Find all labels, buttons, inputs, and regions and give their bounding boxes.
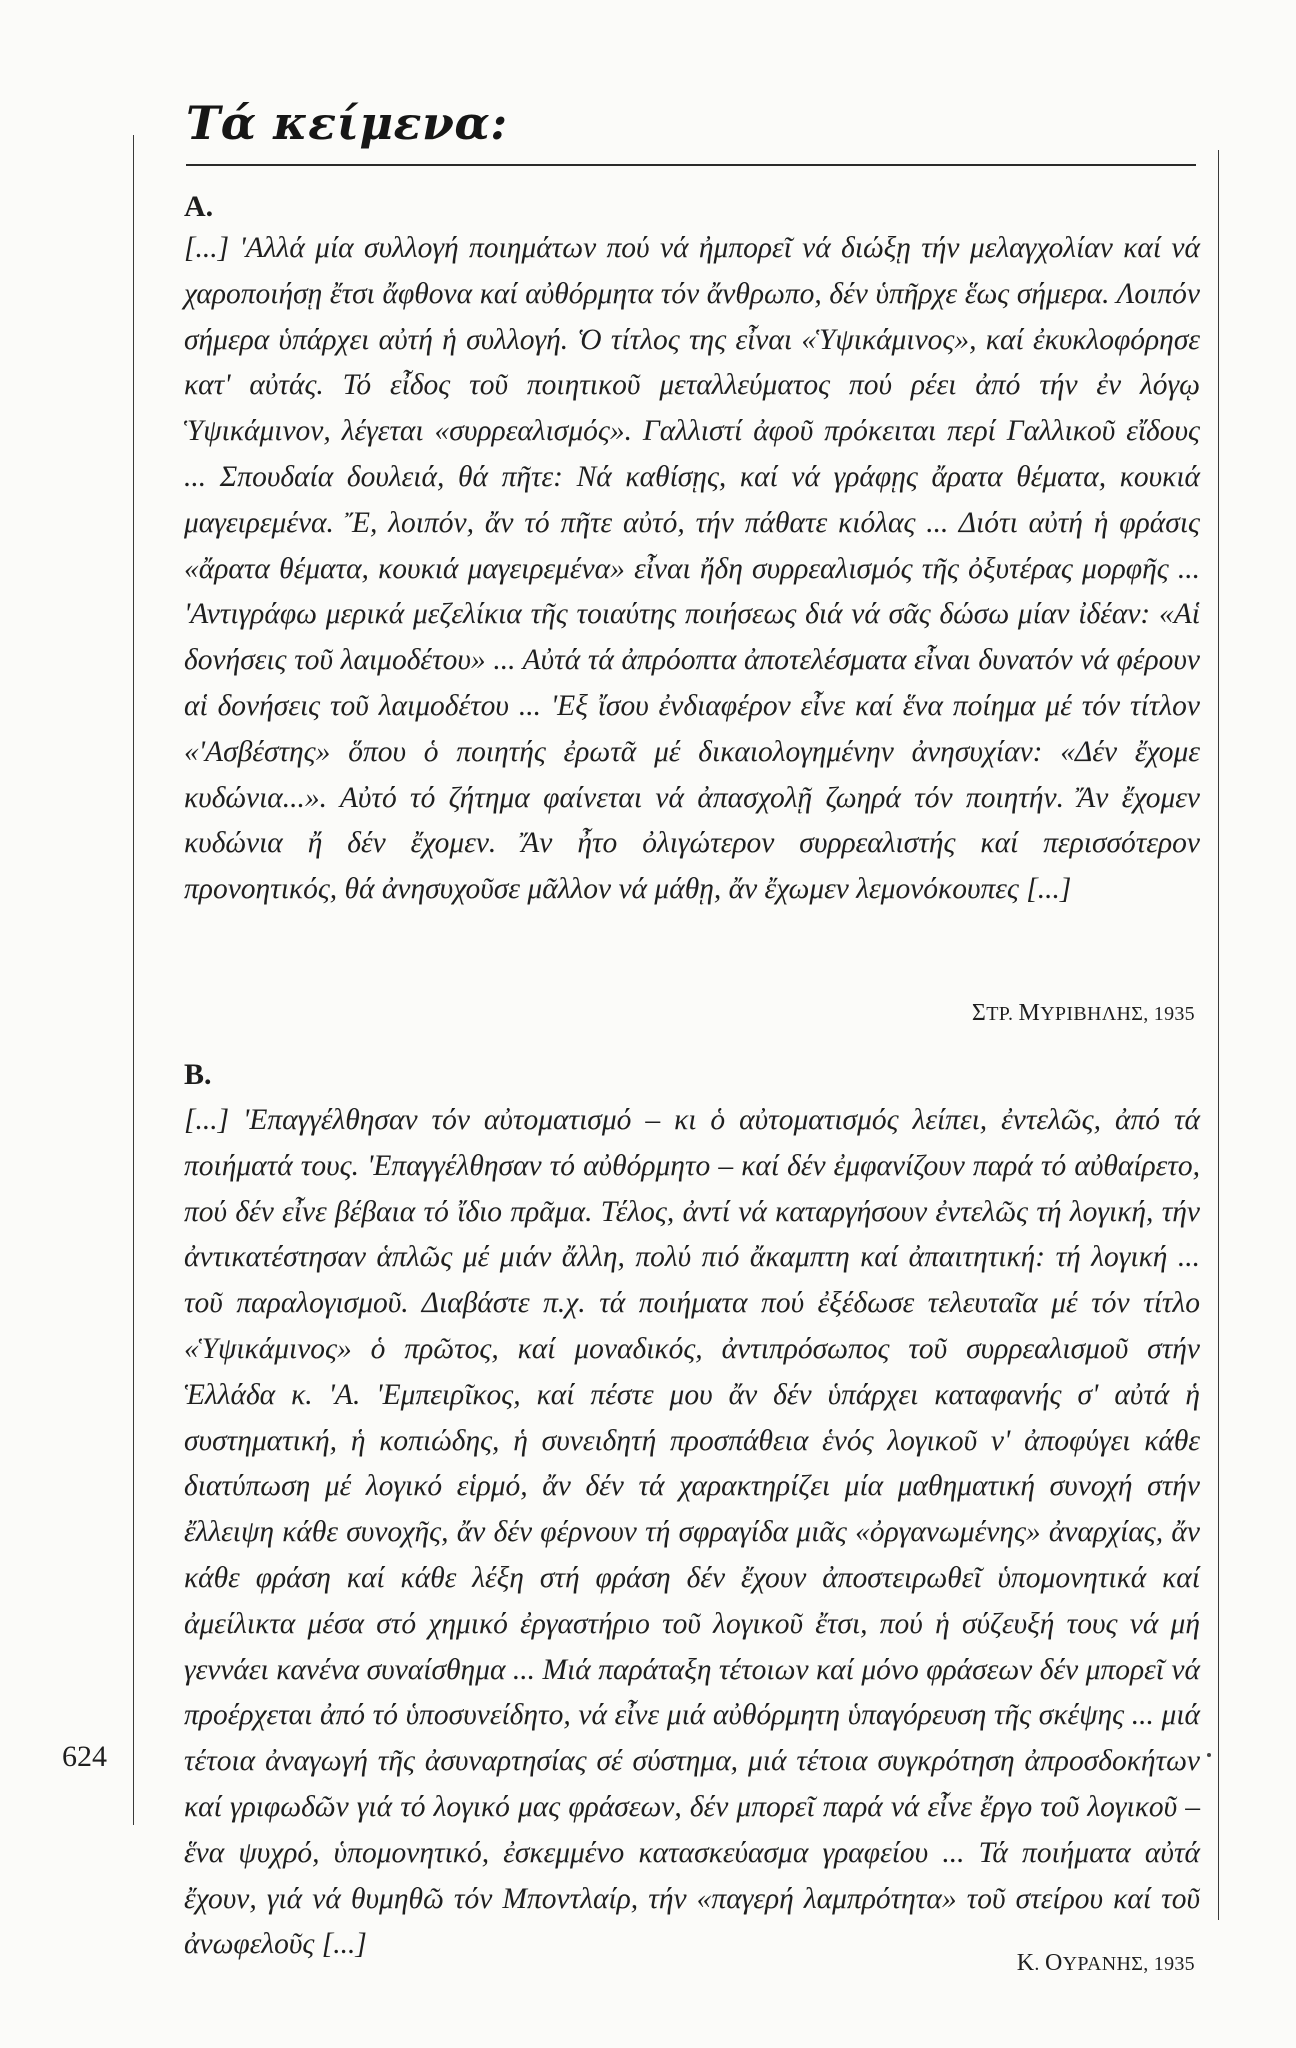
page-heading: Τά κείμενα: <box>186 96 508 150</box>
heading-underline <box>186 164 1196 166</box>
section-b-label: Β. <box>184 1058 212 1091</box>
author-b-initial-rest: . <box>1034 1953 1046 1975</box>
section-b-author <box>1017 1950 1195 1977</box>
ink-speck <box>1207 1753 1211 1757</box>
author-a-year: , 1935 <box>1143 1003 1195 1025</box>
section-a-label: Α. <box>184 190 214 223</box>
right-margin-rule <box>1218 150 1219 1920</box>
author-b-surname-rest: ΥΡΑΝΗΣ <box>1062 1953 1144 1975</box>
author-a-surname-initial: Μ <box>1018 1000 1041 1026</box>
author-b-year: , 1935 <box>1143 1953 1195 1975</box>
section-a-text: [...] 'Αλλά μία συλλογή ποιημάτων πού νά ἠμπορεῖ νά διώξῃ τήν μελαγχολίαν καί νά χαροποιήσῃ ἔτσι ἄφθονα καί αὐθόρμητα τόν ἄνθρωπο, δέν ὑπῆρχε ἕως σήμερα. Λοιπόν σήμερα ὑπάρχει αὐτή ἡ συλλογή. Ὁ τίτλος της εἶναι «Ὑψικάμινος», καί ἐκυκλοφόρησε κατ' αὐτάς. Τό εἶδος τοῦ ποιητικοῦ μεταλλεύματος πού ρέει ἀπό τήν ἐν λόγῳ Ὑψικάμινον, λέγεται «συρρεαλισμός». Γαλλιστί ἀφοῦ πρόκειται περί Γαλλικοῦ εἴδους ... Σπουδαία δουλειά, θά πῆτε: Νά καθίσῃς, καί νά γράφῃς ἄρατα θέματα, κουκιά μαγειρεμένα. Ἔ, λοιπόν, ἄν τό πῆτε αὐτό, τήν πάθατε κιόλας ... Διότι αὐτή ἡ φράσις «ἄρατα θέματα, κουκιά μαγειρεμένα» εἶναι ἤδη συρρεαλισμός τῆς ὀξυτέρας μορφῆς ... 'Αντιγράφω μερικά μεζελίκια τῆς τοιαύτης ποιήσεως διά νά σᾶς δώσω μίαν ἰδέαν: «Αἱ δονήσεις τοῦ λαιμοδέτου» ... Αὐτά τά ἀπρόοπτα ἀποτελέσματα εἶναι δυνατόν νά φέρουν αἱ δονήσεις τοῦ λαιμοδέτου ... 'Εξ ἴσου ἐνδιαφέρον εἶνε καί ἕνα ποίημα μέ τόν τίτλον «'Ασβέστης» ὅπου ὁ ποιητής ἐρωτᾶ μέ δικαιολογημένην ἀνησυχίαν: «Δέν ἔχομε κυδώνια...». Αὐτό τό ζήτημα φαίνεται νά ἀπασχολῇ ζωηρά τόν ποιητήν. Ἄν ἔχομεν κυδώνια ἤ δέν ἔχομεν. Ἄν ἦτο ὀλιγώτερον συρρεαλιστής καί περισσότερον προνοητικός, θά ἀνησυχοῦσε μᾶλλον νά μάθῃ, ἄν ἔχωμεν λεμονόκουπες [...] <box>184 232 1200 906</box>
author-b-surname-initial: Ο <box>1045 1950 1063 1976</box>
author-b-initial: Κ <box>1016 1950 1035 1976</box>
section-a-author <box>972 1000 1195 1027</box>
left-margin-rule <box>133 135 134 1825</box>
section-b-text: [...] 'Επαγγέλθησαν τόν αὐτοματισμό – κι ὁ αὐτοματισμός λείπει, ἐντελῶς, ἀπό τά ποιήματά τους. 'Επαγγέλθησαν τό αὐθόρμητο – καί δέν ἐμφανίζουν παρά τό αὐθαίρετο, πού δέν εἶνε βέβαια τό ἴδιο πρᾶμα. Τέλος, ἀντί νά καταργήσουν ἐντελῶς τή λογική, τήν ἀντικατέστησαν ἁπλῶς μέ μιάν ἄλλη, πολύ πιό ἄκαμπτη καί ἀπαιτητική: τή λογική ... τοῦ παραλογισμοῦ. Διαβάστε π.χ. τά ποιήματα πού ἐξέδωσε τελευταῖα μέ τόν τίτλο «Ὑψικάμινος» ὁ πρῶτος, καί μοναδικός, ἀντιπρόσωπος τοῦ συρρεαλισμοῦ στήν Ἑλλάδα κ. 'Α. 'Εμπειρῖκος, καί πέστε μου ἄν δέν ὑπάρχει καταφανής σ' αὐτά ἡ συστηματική, ἡ κοπιώδης, ἡ συνειδητή προσπάθεια ἑνός λογικοῦ ν' ἀποφύγει κάθε διατύπωση μέ λογικό εἱρμό, ἄν δέν τά χαρακτηρίζει μία μαθηματική συνοχή στήν ἔλλειψη κάθε συνοχῆς, ἄν δέν φέρνουν τή σφραγίδα μιᾶς «ὀργανωμένης» ἀναρχίας, ἄν κάθε φράση καί κάθε λέξη στή φράση δέν ἔχουν ἀποστειρωθεῖ ὑπομονητικά καί ἀμείλικτα μέσα στό χημικό ἐργαστήριο τοῦ λογικοῦ ἔτσι, πού ἡ σύζευξή τους νά μή γεννάει κανένα συναίσθημα ... Μιά παράταξη τέτοιων καί μόνο φράσεων δέν μπορεῖ νά προέρχεται ἀπό τό ὑποσυνείδητο, νά εἶνε μιά αὐθόρμητη ὑπαγόρευση τῆς σκέψης ... μιά τέτοια ἀναγωγή τῆς ἀσυναρτησίας σέ σύστημα, μιά τέτοια συγκρότηση ἀπροσδοκήτων καί γριφωδῶν γιά τό λογικό μας φράσεων, δέν μπορεῖ παρά νά εἶνε ἔργο τοῦ λογικοῦ – ἕνα ψυχρό, ὑπομονητικό, ἐσκεμμένο κατασκεύασμα γραφείου ... Τά ποιήματα αὐτά ἔχουν, γιά νά θυμηθῶ τόν Μποντλαίρ, τήν «παγερή λαμπρότητα» τοῦ στείρου καί τοῦ ἀνωφελοῦς [...] <box>184 1104 1200 1961</box>
page-number: 624 <box>62 1740 107 1773</box>
author-a-surname-rest: ΥΡΙΒΗΛΗΣ <box>1040 1003 1144 1025</box>
author-a-initial-rest: ΤΡ. <box>986 1003 1019 1025</box>
author-a-initial: Σ <box>971 1000 987 1026</box>
